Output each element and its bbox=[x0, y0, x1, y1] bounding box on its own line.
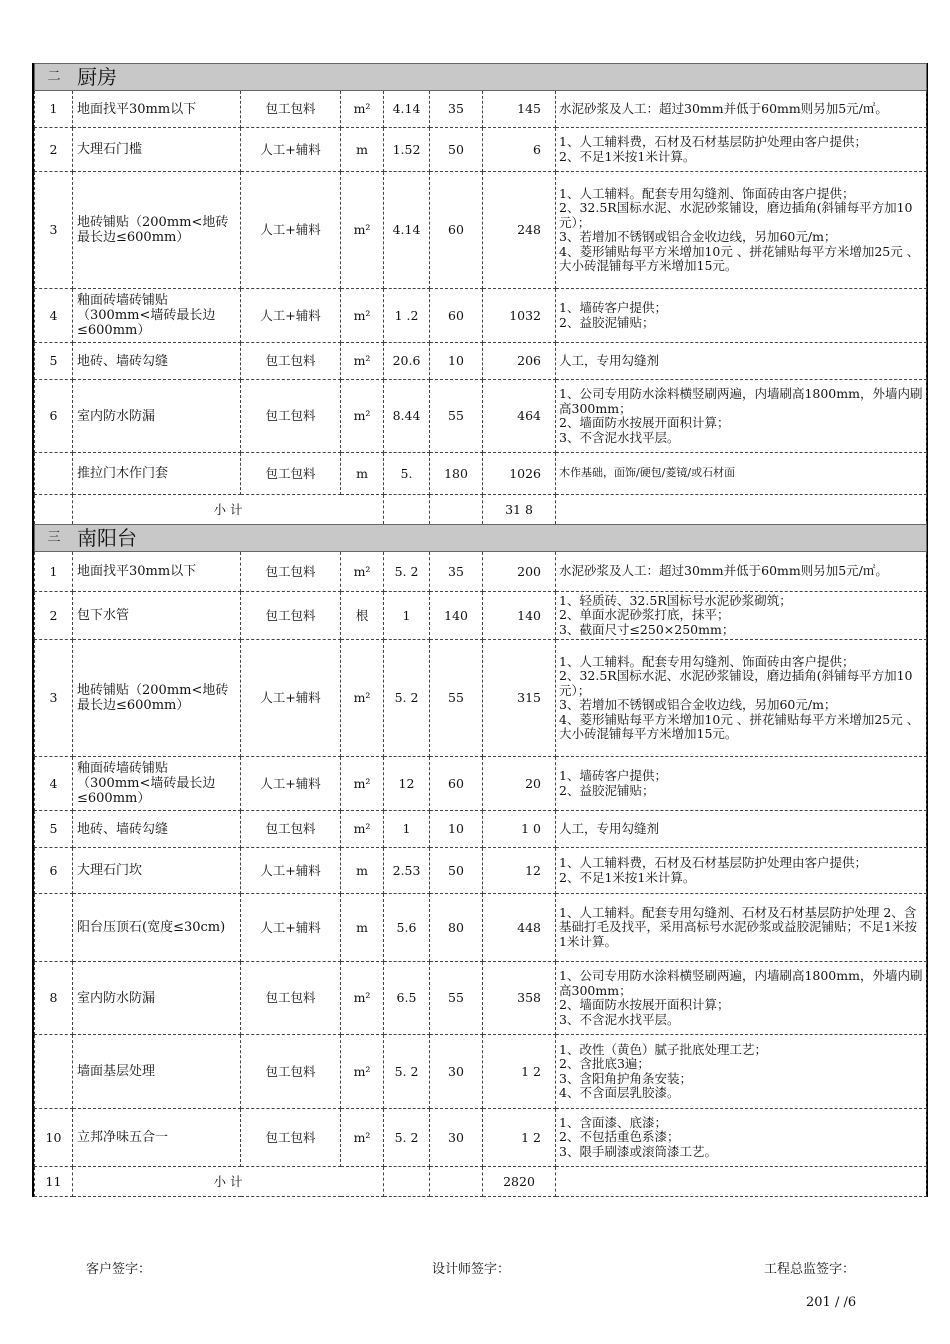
unit-price: 55 bbox=[430, 640, 483, 757]
item-name: 釉面砖墙砖铺贴（300mm<墙砖最长边≤600mm） bbox=[73, 289, 241, 343]
row-number: 1 bbox=[35, 552, 73, 592]
unit-price: 35 bbox=[430, 552, 483, 592]
section-number: 三 bbox=[47, 530, 61, 546]
row-number: 10 bbox=[35, 1109, 73, 1167]
row-number: 11 bbox=[35, 1167, 73, 1197]
quantity: 1 .2 bbox=[384, 289, 430, 343]
item-description bbox=[556, 128, 927, 172]
item-description bbox=[556, 289, 927, 343]
line-total: 6 bbox=[483, 128, 556, 172]
item-description bbox=[556, 894, 927, 962]
unit-price: 140 bbox=[430, 592, 483, 640]
row-number: 2 bbox=[35, 592, 73, 640]
work-mode: 包工包料 bbox=[241, 592, 341, 640]
description-line: 2、单面水泥砂浆打底，抹平； bbox=[559, 607, 730, 623]
table-row bbox=[35, 811, 927, 848]
item-name: 地砖、墙砖勾缝 bbox=[73, 811, 241, 848]
customer-signature-label: 客户签字： bbox=[86, 1262, 152, 1277]
unit: m² bbox=[341, 380, 384, 453]
line-total: 12 bbox=[483, 848, 556, 894]
unit-price: 180 bbox=[430, 453, 483, 495]
description-line: 1、公司专用防水涂料横竖刷两遍，内墙刷高1800mm，外墙内刷高300mm； bbox=[559, 968, 923, 998]
item-description bbox=[556, 343, 927, 380]
line-total: 1026 bbox=[483, 453, 556, 495]
quantity: 12 bbox=[384, 757, 430, 811]
description-line: 3、不含泥水找平层。 bbox=[559, 1011, 680, 1027]
item-description bbox=[556, 757, 927, 811]
description-line: 4、菱形铺贴每平方米增加10元 、拼花铺贴每平方米增加25元 、大小砖混铺每平方米增加15元。 bbox=[559, 243, 920, 273]
work-mode: 包工包料 bbox=[241, 552, 341, 592]
empty-cell bbox=[384, 1167, 430, 1197]
line-total: 20 bbox=[483, 757, 556, 811]
table-row bbox=[35, 552, 927, 592]
empty-cell bbox=[556, 495, 927, 525]
work-mode: 人工+辅料 bbox=[241, 894, 341, 962]
row-number: 4 bbox=[35, 289, 73, 343]
table-row bbox=[35, 343, 927, 380]
item-description bbox=[556, 91, 927, 128]
signature-footer bbox=[0, 1258, 950, 1282]
quantity: 5. 2 bbox=[384, 1035, 430, 1109]
table-row bbox=[35, 380, 927, 453]
table-row bbox=[35, 289, 927, 343]
subtotal-row bbox=[35, 495, 927, 525]
row-number: 1 bbox=[35, 91, 73, 128]
empty-cell bbox=[430, 495, 483, 525]
section-header bbox=[35, 64, 927, 91]
item-name: 阳台压顶石(宽度≤30cm) bbox=[73, 894, 241, 962]
unit: m bbox=[341, 128, 384, 172]
item-name: 室内防水防漏 bbox=[73, 380, 241, 453]
quantity: 4.14 bbox=[384, 172, 430, 289]
description-line: 2、32.5R国标水泥、水泥砂浆铺设，磨边插角(斜铺每平方加10元）； bbox=[559, 200, 913, 230]
line-total: 140 bbox=[483, 592, 556, 640]
quantity: 5. 2 bbox=[384, 552, 430, 592]
unit: m² bbox=[341, 343, 384, 380]
quantity: 2.53 bbox=[384, 848, 430, 894]
work-mode: 人工+辅料 bbox=[241, 640, 341, 757]
unit-price: 50 bbox=[430, 848, 483, 894]
description-line: 1、墙砖客户提供； bbox=[559, 300, 667, 315]
section-header-cell bbox=[35, 64, 927, 91]
description-line: 3、限手刷漆或滚筒漆工艺。 bbox=[559, 1143, 717, 1159]
work-mode: 包工包料 bbox=[241, 811, 341, 848]
table-row bbox=[35, 640, 927, 757]
unit-price: 55 bbox=[430, 962, 483, 1035]
unit-price: 30 bbox=[430, 1109, 483, 1167]
description-line: 2、32.5R国标水泥、水泥砂浆铺设，磨边插角(斜铺每平方加10元）； bbox=[559, 668, 913, 698]
unit: m² bbox=[341, 552, 384, 592]
description-line: 水泥砂浆及人工：超过30mm并低于60mm则另加5元/㎡。 bbox=[559, 100, 888, 116]
unit: m bbox=[341, 848, 384, 894]
empty-cell bbox=[430, 1167, 483, 1197]
unit-price: 60 bbox=[430, 172, 483, 289]
quantity: 5. bbox=[384, 453, 430, 495]
quantity: 4.14 bbox=[384, 91, 430, 128]
line-total: 1 2 bbox=[483, 1035, 556, 1109]
description-line: 木作基础，面饰/硬包/菱镜/或石材面 bbox=[559, 466, 736, 480]
unit: m² bbox=[341, 811, 384, 848]
subtotal-label: 小 计 bbox=[73, 1167, 384, 1197]
empty-cell bbox=[384, 495, 430, 525]
line-total: 1 0 bbox=[483, 811, 556, 848]
description-line: 1、人工辅料。配套专用勾缝剂、石材及石材基层防护处理 2、含基础打毛及找平，采用高标号水泥砂浆或益胶泥铺贴；不足1米按1米计算。 bbox=[559, 904, 917, 949]
item-name: 包下水管 bbox=[73, 592, 241, 640]
work-mode: 包工包料 bbox=[241, 343, 341, 380]
page-number: 201 / /6 bbox=[806, 1295, 857, 1310]
unit: m² bbox=[341, 1109, 384, 1167]
table-row bbox=[35, 757, 927, 811]
item-description bbox=[556, 552, 927, 592]
unit: m² bbox=[341, 757, 384, 811]
item-description bbox=[556, 592, 927, 640]
work-mode: 包工包料 bbox=[241, 1035, 341, 1109]
description-line: 4、不含面层乳胶漆。 bbox=[559, 1085, 680, 1100]
item-description bbox=[556, 848, 927, 894]
unit-price: 60 bbox=[430, 757, 483, 811]
description-line: 3、不含泥水找平层。 bbox=[559, 429, 680, 445]
description-line: 1、人工辅料费，石材及石材基层防护处理由客户提供； bbox=[559, 855, 867, 870]
unit-price: 30 bbox=[430, 1035, 483, 1109]
description-line: 1、人工辅料费，石材及石材基层防护处理由客户提供； bbox=[559, 134, 867, 149]
quotation-sheet bbox=[32, 63, 928, 1197]
work-mode: 包工包料 bbox=[241, 962, 341, 1035]
row-number: 2 bbox=[35, 128, 73, 172]
row-number: 6 bbox=[35, 848, 73, 894]
item-description bbox=[556, 962, 927, 1035]
unit-price: 55 bbox=[430, 380, 483, 453]
description-line: 人工，专用勾缝剂 bbox=[559, 352, 660, 368]
description-line: 2、墙面防水按展开面积计算； bbox=[559, 997, 730, 1012]
item-name: 地面找平30mm以下 bbox=[73, 552, 241, 592]
subtotal-value: 31 8 bbox=[483, 495, 556, 525]
table-row bbox=[35, 894, 927, 962]
quantity: 1 bbox=[384, 592, 430, 640]
unit: m² bbox=[341, 640, 384, 757]
row-number: 3 bbox=[35, 640, 73, 757]
unit: m bbox=[341, 453, 384, 495]
section-header-cell bbox=[35, 525, 927, 552]
item-name: 地砖铺贴（200mm<地砖最长边≤600mm） bbox=[73, 172, 241, 289]
description-line: 3、含阳角护角条安装； bbox=[559, 1070, 692, 1086]
row-number: 6 bbox=[35, 380, 73, 453]
description-line: 2、墙面防水按展开面积计算； bbox=[559, 415, 730, 430]
item-name: 室内防水防漏 bbox=[73, 962, 241, 1035]
work-mode: 人工+辅料 bbox=[241, 757, 341, 811]
table-row bbox=[35, 453, 927, 495]
work-mode: 包工包料 bbox=[241, 1109, 341, 1167]
description-line: 1、含面漆、底漆； bbox=[559, 1114, 667, 1130]
table-row bbox=[35, 91, 927, 128]
unit: m² bbox=[341, 289, 384, 343]
description-line: 1、人工辅料。配套专用勾缝剂、饰面砖由客户提供； bbox=[559, 185, 855, 201]
table-row bbox=[35, 848, 927, 894]
description-line: 4、菱形铺贴每平方米增加10元 、拼花铺贴每平方米增加25元 、大小砖混铺每平方米增加15元。 bbox=[559, 711, 920, 741]
description-line: 2、益胶泥铺贴； bbox=[559, 782, 655, 798]
unit: m² bbox=[341, 91, 384, 128]
description-line: 2、不包括重色系漆； bbox=[559, 1129, 680, 1145]
item-name: 大理石门槛 bbox=[73, 128, 241, 172]
section-header bbox=[35, 525, 927, 552]
line-total: 1 2 bbox=[483, 1109, 556, 1167]
table-row bbox=[35, 1035, 927, 1109]
quantity: 5. 2 bbox=[384, 1109, 430, 1167]
unit-price: 35 bbox=[430, 91, 483, 128]
row-number: 8 bbox=[35, 962, 73, 1035]
item-description bbox=[556, 640, 927, 757]
row-number bbox=[35, 495, 73, 525]
row-number: 5 bbox=[35, 343, 73, 380]
line-total: 448 bbox=[483, 894, 556, 962]
line-total: 200 bbox=[483, 552, 556, 592]
quantity: 1 bbox=[384, 811, 430, 848]
unit-price: 10 bbox=[430, 811, 483, 848]
row-number: 4 bbox=[35, 757, 73, 811]
section-title: 南阳台 bbox=[77, 526, 137, 551]
item-name: 地砖铺贴（200mm<地砖最长边≤600mm） bbox=[73, 640, 241, 757]
row-number: 5 bbox=[35, 811, 73, 848]
designer-signature-label: 设计师签字： bbox=[432, 1262, 511, 1277]
unit-price: 80 bbox=[430, 894, 483, 962]
table-row bbox=[35, 128, 927, 172]
row-number bbox=[35, 894, 73, 962]
table-row bbox=[35, 172, 927, 289]
row-number bbox=[35, 1035, 73, 1109]
empty-cell bbox=[556, 1167, 927, 1197]
row-number bbox=[35, 453, 73, 495]
unit: m² bbox=[341, 962, 384, 1035]
item-name: 墙面基层处理 bbox=[73, 1035, 241, 1109]
work-mode: 人工+辅料 bbox=[241, 848, 341, 894]
line-total: 315 bbox=[483, 640, 556, 757]
item-name: 大理石门坎 bbox=[73, 848, 241, 894]
line-total: 1032 bbox=[483, 289, 556, 343]
line-total: 464 bbox=[483, 380, 556, 453]
quantity: 5. 2 bbox=[384, 640, 430, 757]
unit: m bbox=[341, 894, 384, 962]
table-row bbox=[35, 1109, 927, 1167]
description-line: 2、不足1米按1米计算。 bbox=[559, 869, 696, 885]
section-number: 二 bbox=[47, 69, 61, 85]
unit: m² bbox=[341, 172, 384, 289]
unit-price: 60 bbox=[430, 289, 483, 343]
description-line: 3、若增加不锈钢或铝合金收边线，另加60元/m； bbox=[559, 229, 837, 244]
item-description bbox=[556, 1035, 927, 1109]
description-line: 水泥砂浆及人工：超过30mm并低于60mm则另加5元/㎡。 bbox=[559, 563, 888, 579]
description-line: 1、墙砖客户提供； bbox=[559, 768, 667, 783]
table-row bbox=[35, 592, 927, 640]
line-total: 206 bbox=[483, 343, 556, 380]
work-mode: 包工包料 bbox=[241, 91, 341, 128]
unit: 根 bbox=[341, 592, 384, 640]
quantity: 20.6 bbox=[384, 343, 430, 380]
description-line: 3、若增加不锈钢或铝合金收边线，另加60元/m； bbox=[559, 697, 837, 712]
work-mode: 人工+辅料 bbox=[241, 289, 341, 343]
subtotal-value: 2820 bbox=[483, 1167, 556, 1197]
quantity: 1.52 bbox=[384, 128, 430, 172]
item-name: 地面找平30mm以下 bbox=[73, 91, 241, 128]
description-line: 2、含批底3遍； bbox=[559, 1056, 650, 1071]
description-line: 2、不足1米按1米计算。 bbox=[559, 148, 696, 164]
line-total: 358 bbox=[483, 962, 556, 1035]
quotation-table bbox=[34, 63, 927, 1197]
item-description bbox=[556, 453, 927, 495]
item-description bbox=[556, 172, 927, 289]
work-mode: 人工+辅料 bbox=[241, 128, 341, 172]
item-name: 釉面砖墙砖铺贴（300mm<墙砖最长边≤600mm） bbox=[73, 757, 241, 811]
line-total: 145 bbox=[483, 91, 556, 128]
item-name: 推拉门木作门套 bbox=[73, 453, 241, 495]
quantity: 6.5 bbox=[384, 962, 430, 1035]
item-description bbox=[556, 1109, 927, 1167]
item-name: 立邦净味五合一 bbox=[73, 1109, 241, 1167]
item-description bbox=[556, 811, 927, 848]
item-description bbox=[556, 380, 927, 453]
description-line: 2、益胶泥铺贴； bbox=[559, 314, 655, 330]
supervisor-signature-label: 工程总监签字： bbox=[764, 1262, 856, 1277]
quantity: 5.6 bbox=[384, 894, 430, 962]
section-title: 厨房 bbox=[77, 65, 117, 90]
work-mode: 人工+辅料 bbox=[241, 172, 341, 289]
subtotal-label: 小 计 bbox=[73, 495, 384, 525]
row-number: 3 bbox=[35, 172, 73, 289]
description-line: 1、公司专用防水涂料横竖刷两遍，内墙刷高1800mm，外墙内刷高300mm； bbox=[559, 386, 923, 416]
description-line: 1、改性（黄色）腻子批底处理工艺； bbox=[559, 1041, 767, 1057]
work-mode: 包工包料 bbox=[241, 453, 341, 495]
subtotal-row bbox=[35, 1167, 927, 1197]
description-line: 1、人工辅料。配套专用勾缝剂、饰面砖由客户提供； bbox=[559, 653, 855, 669]
table-row bbox=[35, 962, 927, 1035]
description-line: 人工，专用勾缝剂 bbox=[559, 820, 660, 836]
quantity: 8.44 bbox=[384, 380, 430, 453]
line-total: 248 bbox=[483, 172, 556, 289]
unit-price: 50 bbox=[430, 128, 483, 172]
work-mode: 包工包料 bbox=[241, 380, 341, 453]
unit: m² bbox=[341, 1035, 384, 1109]
unit-price: 10 bbox=[430, 343, 483, 380]
description-line: 1、轻质砖、32.5R国标号水泥砂浆砌筑； bbox=[559, 592, 792, 608]
item-name: 地砖、墙砖勾缝 bbox=[73, 343, 241, 380]
description-line: 3、截面尺寸≤250×250mm； bbox=[559, 621, 735, 637]
